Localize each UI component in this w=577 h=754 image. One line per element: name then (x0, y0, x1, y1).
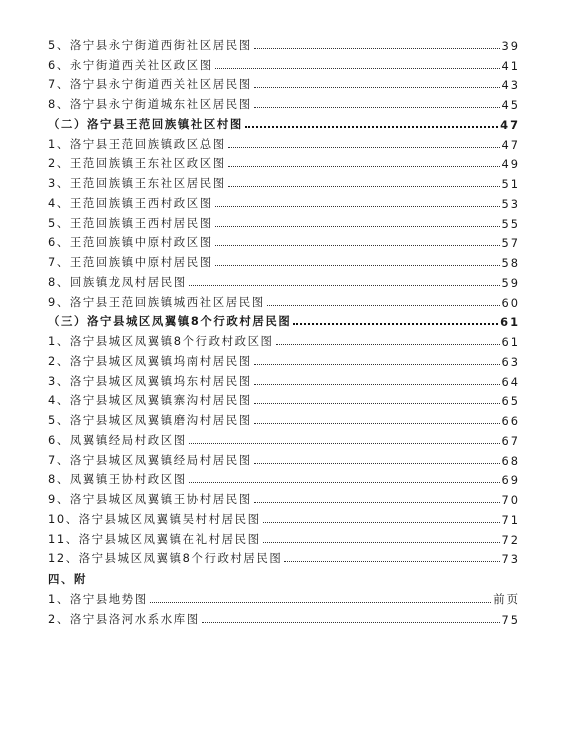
toc-entry-page-number: 51 (501, 177, 520, 191)
toc-entry[interactable] (48, 250, 520, 270)
toc-entry-title: 1、洛宁县城区凤翼镇8个行政村政区图 (48, 334, 274, 348)
dot-leader (228, 147, 500, 148)
toc-entry-page-number: 61 (500, 315, 520, 330)
toc-section-heading[interactable] (48, 112, 520, 132)
toc-entry-page-number: 64 (501, 374, 520, 389)
toc-entry-page-number: 43 (501, 78, 520, 93)
toc-entry-page-number: 47 (500, 117, 520, 132)
toc-entry-title: 2、洛宁县城区凤翼镇坞南村居民图 (48, 353, 252, 368)
toc-entry-page-number: 55 (501, 216, 520, 231)
toc-entry-title: 4、洛宁县城区凤翼镇寨沟村居民图 (48, 393, 252, 408)
toc-entry-page-number: 58 (501, 256, 520, 270)
toc-entry[interactable] (48, 507, 520, 527)
dot-leader (228, 166, 500, 167)
toc-entry[interactable] (48, 428, 520, 448)
toc-entry-page-number: 75 (501, 612, 520, 627)
dot-leader (228, 186, 500, 187)
dot-leader (254, 463, 500, 464)
toc-entry-page-number: 60 (501, 295, 520, 310)
toc-entry-page-number: 前页 (493, 592, 520, 606)
dot-leader (263, 522, 500, 523)
dot-leader (254, 384, 500, 385)
dot-leader (263, 542, 500, 543)
toc-entry-title: 2、王范回族镇王东社区政区图 (48, 156, 226, 171)
toc-entry-page-number: 67 (501, 433, 520, 448)
toc-entry-title: 8、凤翼镇王协村政区图 (48, 472, 187, 487)
toc-entry-title: 6、永宁街道西关社区政区图 (48, 57, 213, 72)
toc-entry-title: （二）洛宁县王范回族镇社区村图 (48, 116, 243, 131)
toc-entry[interactable] (48, 587, 520, 607)
toc-entry-title: 3、洛宁县城区凤翼镇坞东村居民图 (48, 373, 252, 388)
toc-entry[interactable] (48, 53, 520, 73)
toc-entry-page-number: 57 (501, 236, 520, 251)
toc-entry-title: 8、洛宁县永宁街道城东社区居民图 (48, 97, 252, 111)
dot-leader (245, 126, 498, 128)
toc-entry[interactable] (48, 290, 520, 310)
dot-leader (254, 48, 500, 49)
dot-leader (150, 602, 491, 603)
toc-entry-page-number: 39 (501, 38, 520, 53)
dot-leader (276, 344, 500, 345)
dot-leader (254, 364, 500, 365)
toc-entry-title: 5、洛宁县永宁街道西街社区居民图 (48, 37, 252, 52)
toc-entry[interactable] (48, 73, 520, 93)
toc-entry-page-number: 71 (501, 512, 520, 527)
toc-entry-title: 7、洛宁县永宁街道西关社区居民图 (48, 77, 252, 92)
table-of-contents (48, 33, 520, 627)
dot-leader (202, 622, 500, 623)
dot-leader (215, 68, 500, 69)
toc-entry-title: 6、凤翼镇经局村政区图 (48, 432, 187, 447)
toc-entry-page-number: 66 (501, 414, 520, 428)
toc-entry[interactable] (48, 607, 520, 627)
dot-leader (254, 403, 500, 404)
toc-entry-page-number: 72 (501, 532, 520, 547)
dot-leader (254, 107, 500, 108)
toc-entry[interactable] (48, 408, 520, 428)
dot-leader (293, 323, 498, 325)
toc-entry[interactable] (48, 132, 520, 152)
toc-entry[interactable] (48, 369, 520, 389)
toc-entry-page-number: 73 (501, 552, 520, 567)
toc-entry[interactable] (48, 171, 520, 191)
toc-entry-page-number: 70 (501, 493, 520, 507)
toc-entry-title: （三）洛宁县城区凤翼镇8个行政村居民图 (48, 314, 292, 329)
toc-entry[interactable] (48, 349, 520, 369)
toc-entry-page-number: 65 (501, 394, 520, 409)
toc-entry-page-number: 53 (501, 196, 520, 211)
toc-entry[interactable] (48, 448, 520, 468)
toc-entry-page-number: 47 (501, 137, 520, 152)
dot-leader (254, 87, 500, 88)
toc-entry-page-number: 59 (501, 275, 520, 290)
toc-entry-title: 2、洛宁县洛河水系水库图 (48, 611, 200, 626)
toc-entry-page-number: 45 (501, 98, 520, 112)
toc-entry[interactable] (48, 92, 520, 112)
toc-entry-title: 5、洛宁县城区凤翼镇磨沟村居民图 (48, 413, 252, 427)
toc-entry-title: 四、附 (48, 572, 87, 587)
toc-entry-page-number: 68 (501, 453, 520, 468)
toc-entry-title: 11、洛宁县城区凤翼镇在礼村居民图 (48, 531, 261, 546)
toc-entry[interactable] (48, 547, 520, 567)
toc-entry[interactable] (48, 389, 520, 409)
toc-entry-title: 9、洛宁县王范回族镇城西社区居民图 (48, 294, 265, 309)
toc-entry-page-number: 49 (501, 157, 520, 172)
dot-leader (254, 423, 500, 424)
toc-entry[interactable] (48, 487, 520, 507)
toc-entry-page-number: 69 (501, 473, 520, 488)
toc-entry-title: 10、洛宁县城区凤翼镇吴村村居民图 (48, 511, 261, 526)
toc-section-heading[interactable] (48, 566, 520, 587)
toc-entry-title: 6、王范回族镇中原村政区图 (48, 235, 213, 250)
toc-entry-title: 1、洛宁县地势图 (48, 592, 148, 606)
dot-leader (267, 305, 500, 306)
toc-entry-page-number: 63 (501, 354, 520, 369)
dot-leader (215, 245, 500, 246)
toc-entry[interactable] (48, 270, 520, 290)
toc-section-heading[interactable] (48, 310, 520, 330)
toc-entry-title: 5、王范回族镇王西村居民图 (48, 215, 213, 230)
toc-entry[interactable] (48, 191, 520, 211)
toc-entry-title: 4、王范回族镇王西村政区图 (48, 195, 213, 210)
toc-entry-title: 7、王范回族镇中原村居民图 (48, 255, 213, 269)
toc-entry[interactable] (48, 33, 520, 53)
dot-leader (189, 443, 500, 444)
toc-entry[interactable] (48, 527, 520, 547)
dot-leader (215, 206, 500, 207)
toc-entry-title: 3、王范回族镇王东社区居民图 (48, 176, 226, 190)
toc-entry[interactable] (48, 152, 520, 172)
toc-entry[interactable] (48, 329, 520, 349)
dot-leader (215, 226, 500, 227)
dot-leader (189, 285, 500, 286)
toc-entry-page-number: 61 (501, 335, 520, 349)
toc-entry-title: 8、回族镇龙凤村居民图 (48, 274, 187, 289)
toc-entry[interactable] (48, 211, 520, 231)
dot-leader (254, 502, 500, 503)
toc-entry[interactable] (48, 468, 520, 488)
toc-entry[interactable] (48, 231, 520, 251)
dot-leader (284, 561, 499, 562)
dot-leader (189, 482, 500, 483)
toc-entry-title: 1、洛宁县王范回族镇政区总图 (48, 136, 226, 151)
toc-entry-title: 7、洛宁县城区凤翼镇经局村居民图 (48, 452, 252, 467)
dot-leader (215, 265, 500, 266)
toc-entry-page-number: 41 (501, 58, 520, 73)
toc-entry-title: 12、洛宁县城区凤翼镇8个行政村居民图 (48, 551, 283, 566)
toc-entry-title: 9、洛宁县城区凤翼镇王协村居民图 (48, 492, 252, 506)
